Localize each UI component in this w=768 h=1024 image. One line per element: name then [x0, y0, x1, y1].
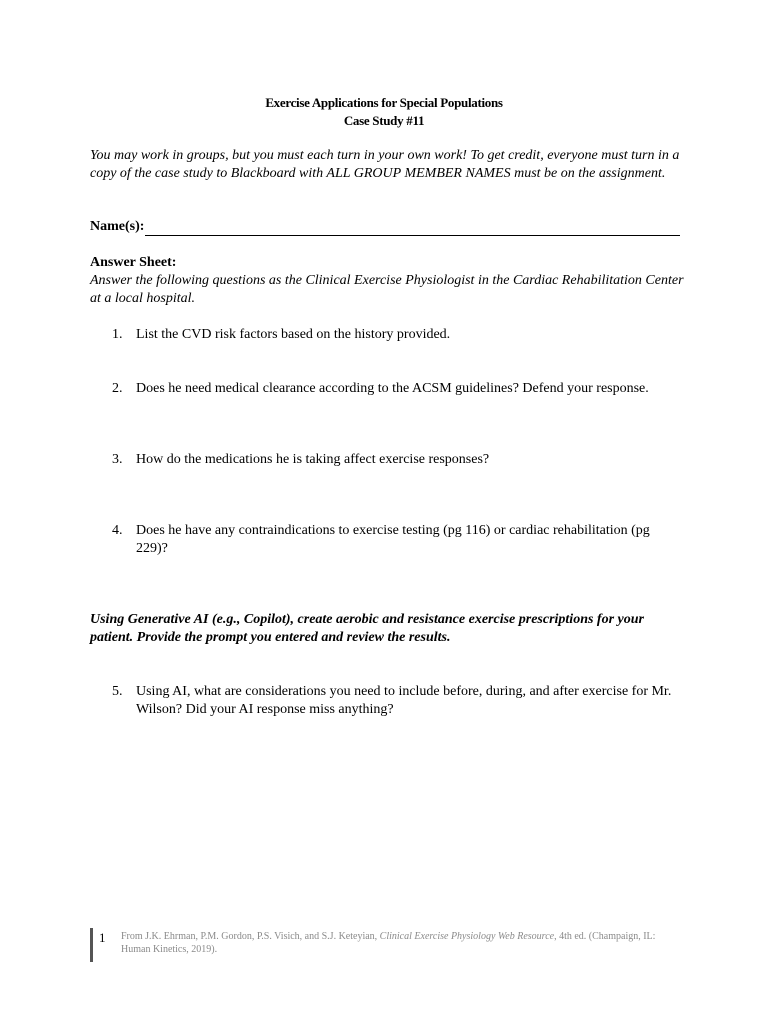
question-4: [112, 522, 672, 558]
footnote-text: [121, 930, 681, 962]
footnote-source-title: Clinical Exercise Physiology Web Resource: [379, 931, 555, 942]
question-text: Does he have any contraindications to exercise testing (pg 116) or cardiac rehabilitation (pg 229)?: [136, 523, 650, 556]
footnote-text-start: From J.K. Ehrman, P.M. Gordon, P.S. Visich, and S.J. Keteyian,: [121, 931, 380, 942]
question-number: 1.: [112, 327, 123, 342]
question-text: List the CVD risk factors based on the history provided.: [136, 327, 451, 342]
question-text: Using AI, what are considerations you need to include before, during, and after exercise for Mr. Wilson? Did your AI response miss anything?: [136, 684, 672, 717]
title-line-1: Exercise Applications for Special Populations: [265, 95, 503, 110]
question-3: [112, 451, 672, 469]
footnote-number: 1: [99, 930, 106, 945]
names-label: Name(s):: [90, 219, 145, 234]
question-number: 5.: [112, 684, 123, 699]
footnote-bar: [90, 928, 93, 962]
footnote-text-end: , 4th ed. (Champaign, IL: Human Kinetics, 2019).: [121, 931, 656, 955]
question-2: [112, 380, 672, 398]
intro-instructions: You may work in groups, but you must each turn in your own work! To get credit, everyone must turn in a copy of the case study to Blackboard with ALL GROUP MEMBER NAMES must be on the assignment.: [90, 148, 680, 181]
question-text: Does he need medical clearance according to the ACSM guidelines? Defend your response.: [136, 381, 649, 396]
question-number: 4.: [112, 523, 123, 538]
question-5: [112, 683, 672, 719]
question-1: [112, 326, 672, 344]
document-title: [0, 94, 768, 130]
ai-section-heading: Using Generative AI (e.g., Copilot), create aerobic and resistance exercise prescriptions for your patient. Provide the prompt you entered and review the results.: [90, 612, 644, 645]
footnote: [90, 927, 690, 962]
answer-sheet-heading: Answer Sheet:: [90, 255, 177, 270]
title-line-2: Case Study #11: [343, 113, 425, 128]
names-field: [90, 218, 680, 236]
question-number: 3.: [112, 452, 123, 467]
question-number: 2.: [112, 381, 123, 396]
question-text: How do the medications he is taking affect exercise responses?: [136, 452, 490, 467]
names-underline: [145, 220, 680, 236]
answer-sheet-instructions: Answer the following questions as the Clinical Exercise Physiologist in the Cardiac Rehabilitation Center at a local hospital.: [90, 273, 684, 306]
